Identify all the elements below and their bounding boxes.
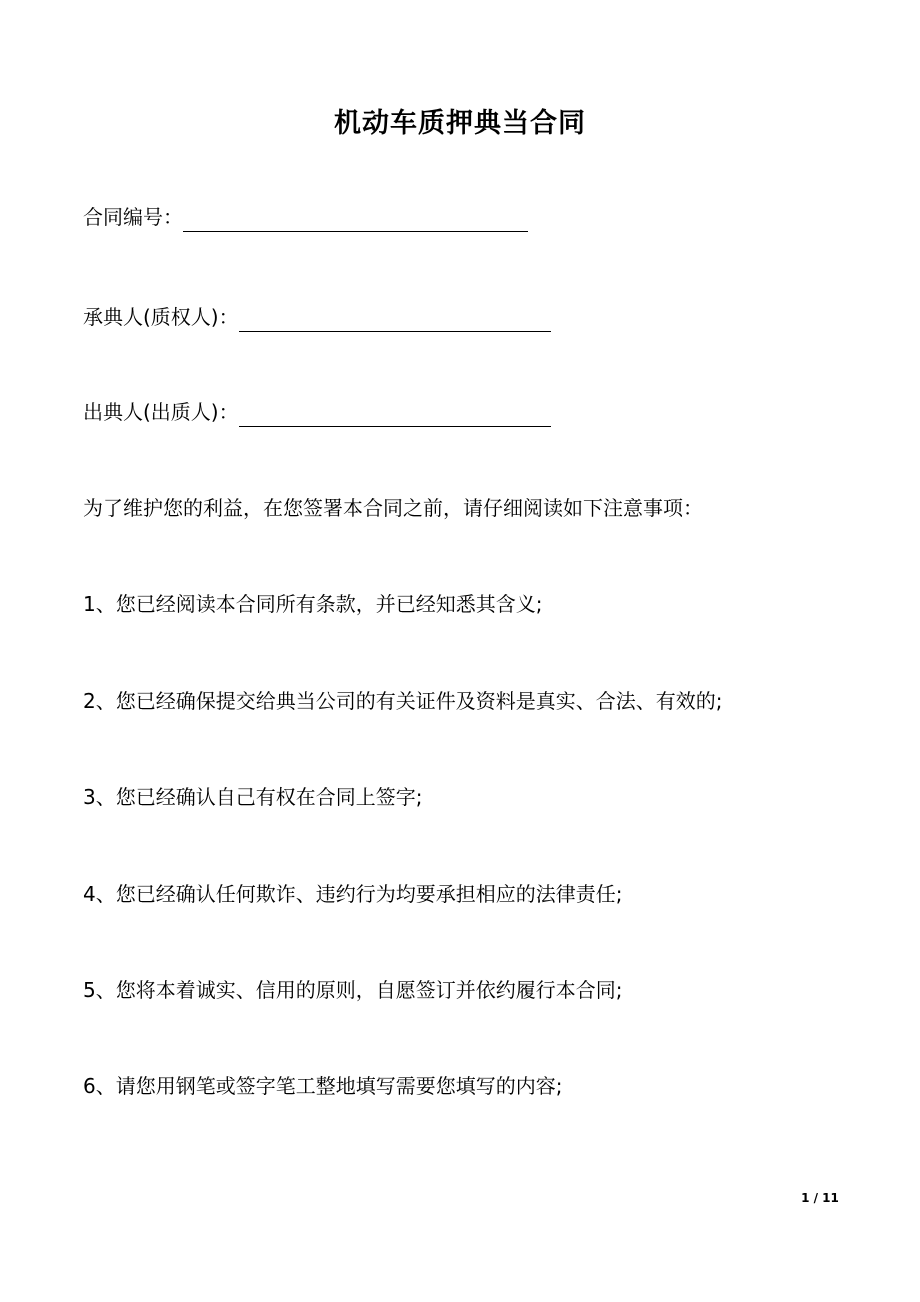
page-title: 机动车质押典当合同 [334,108,586,139]
contract-number-blank[interactable] [183,209,528,232]
notice-item: 1、您已经阅读本合同所有条款，并已经知悉其含义; [83,592,543,616]
pawnee-label: 承典人(质权人)： [83,305,239,329]
page-number: 1 / 11 [801,1191,839,1205]
pawnor-field [83,397,551,427]
notice-item: 3、您已经确认自己有权在合同上签字; [83,785,423,809]
notice-item: 5、您将本着诚实、信用的原则，自愿签订并依约履行本合同; [83,978,623,1002]
pawnor-blank[interactable] [239,404,551,427]
pawnor-label: 出典人(出质人)： [83,400,239,424]
notice-item: 6、请您用钢笔或签字笔工整地填写需要您填写的内容; [83,1074,563,1098]
contract-number-label: 合同编号： [83,205,183,229]
pawnee-blank[interactable] [239,309,551,332]
notice-intro: 为了维护您的利益，在您签署本合同之前，请仔细阅读如下注意事项： [83,496,703,520]
notice-item: 2、您已经确保提交给典当公司的有关证件及资料是真实、合法、有效的; [83,689,723,713]
notice-item: 4、您已经确认任何欺诈、违约行为均要承担相应的法律责任; [83,882,623,906]
pawnee-field [83,302,551,332]
contract-number-field [83,202,528,232]
